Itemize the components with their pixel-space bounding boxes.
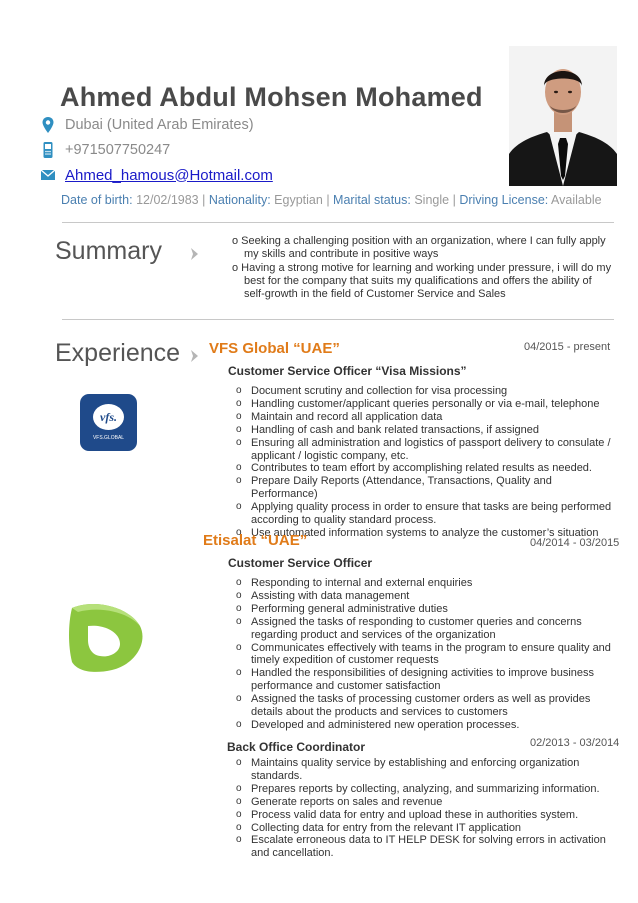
duties-back-office <box>226 757 612 860</box>
dates-vfs: 04/2015 - present <box>524 341 611 353</box>
list-item: o Developed and administered new operation processes. <box>226 719 612 732</box>
divider-top <box>62 222 614 223</box>
role-etisalat: Customer Service Officer <box>228 556 373 570</box>
dates-etisalat: 04/2014 - 03/2015 <box>530 537 620 549</box>
list-item: o Prepares reports by collecting, analyzing, and summarizing information. <box>226 783 612 796</box>
list-item: o Generate reports on sales and revenue <box>226 796 612 809</box>
duties-vfs <box>226 385 612 540</box>
experience-title: Experience <box>55 339 181 367</box>
company-vfs: VFS Global “UAE” <box>209 340 340 357</box>
list-item: o Handled the responsibilities of designing activities to improve business performance and customer satisfaction <box>226 667 612 693</box>
summary-title: Summary <box>55 237 162 265</box>
role-back-office: Back Office Coordinator <box>227 740 366 754</box>
vfs-logo <box>80 394 137 451</box>
list-item: o Contributes to team effort by accomplishing related results as needed. <box>226 462 612 475</box>
vfs-logo-mark: vfs. <box>93 404 124 430</box>
etisalat-logo <box>66 600 146 676</box>
divider-middle <box>62 319 614 320</box>
list-item: o Maintain and record all application data <box>226 411 612 424</box>
phone-row <box>40 141 170 159</box>
summary-list <box>232 235 612 301</box>
list-item: o Assigned the tasks of processing customer orders as well as provides details about the products and services to customers <box>226 693 612 719</box>
list-item: o Ensuring all administration and logistics of passport delivery to consulate / applicant / logistic company, etc. <box>226 437 612 463</box>
company-etisalat: Etisalat “UAE” <box>203 532 308 549</box>
dates-back-office: 02/2013 - 03/2014 <box>530 737 620 749</box>
location-text: Dubai (United Arab Emirates) <box>65 117 254 133</box>
location-pin-icon <box>40 116 56 134</box>
list-item: o Maintains quality service by establishing and enforcing organization standards. <box>226 757 612 783</box>
summary-item: o Seeking a challenging position with an organization, where I can fully apply my skills and contribute in positive ways <box>232 235 606 261</box>
summary-item: o Having a strong motive for learning and working under pressure, i will do my best for the company that suits my qualifications and offers the ability of self-growth in the field of Customer Service and Sales <box>232 261 612 301</box>
list-item: o Document scrutiny and collection for visa processing <box>226 385 612 398</box>
duties-etisalat <box>226 577 612 732</box>
list-item: o Use automated information systems to analyze the customer’s situation <box>226 527 612 540</box>
list-item: o Process valid data for entry and upload these in authorities system. <box>226 809 612 822</box>
mobile-phone-icon <box>40 141 56 159</box>
list-item: o Prepare Daily Reports (Attendance, Transactions, Quality and Performance) <box>226 475 612 501</box>
candidate-name: Ahmed Abdul Mohsen Mohamed <box>60 82 483 112</box>
email-row <box>40 166 273 184</box>
list-item: o Assigned the tasks of responding to customer queries and concerns regarding product and services of the organization <box>226 616 612 642</box>
personal-info-line: Date of birth: 12/02/1983 | Nationality: Egyptian | Marital status: Single | Driving License: Available <box>61 193 602 207</box>
list-item: o Handling of cash and bank related transactions, if assigned <box>226 424 612 437</box>
mail-icon <box>40 166 56 184</box>
list-item: o Applying quality process in order to ensure that tasks are being performed according to quality standard process. <box>226 501 612 527</box>
list-item: o Collecting data for entry from the relevant IT application <box>226 822 612 835</box>
list-item: o Performing general administrative duties <box>226 603 612 616</box>
email-link[interactable]: Ahmed_hamous@Hotmail.com <box>65 166 273 184</box>
chevron-right-icon <box>188 349 202 363</box>
vfs-logo-text: VFS.GLOBAL <box>92 435 125 441</box>
location-row <box>40 116 254 134</box>
list-item: o Responding to internal and external enquiries <box>226 577 612 590</box>
list-item: o Assisting with data management <box>226 590 612 603</box>
phone-text: +971507750247 <box>65 142 171 158</box>
role-vfs: Customer Service Officer “Visa Missions” <box>228 364 467 378</box>
list-item: o Handling customer/applicant queries personally or via e-mail, telephone <box>226 398 612 411</box>
chevron-right-icon <box>188 247 202 261</box>
profile-photo <box>509 46 617 186</box>
list-item: o Communicates effectively with teams in the program to ensure quality and timely expedition of customer requests <box>226 642 612 668</box>
list-item: o Escalate erroneous data to IT HELP DESK for solving errors in activation and cancellation. <box>226 834 612 860</box>
